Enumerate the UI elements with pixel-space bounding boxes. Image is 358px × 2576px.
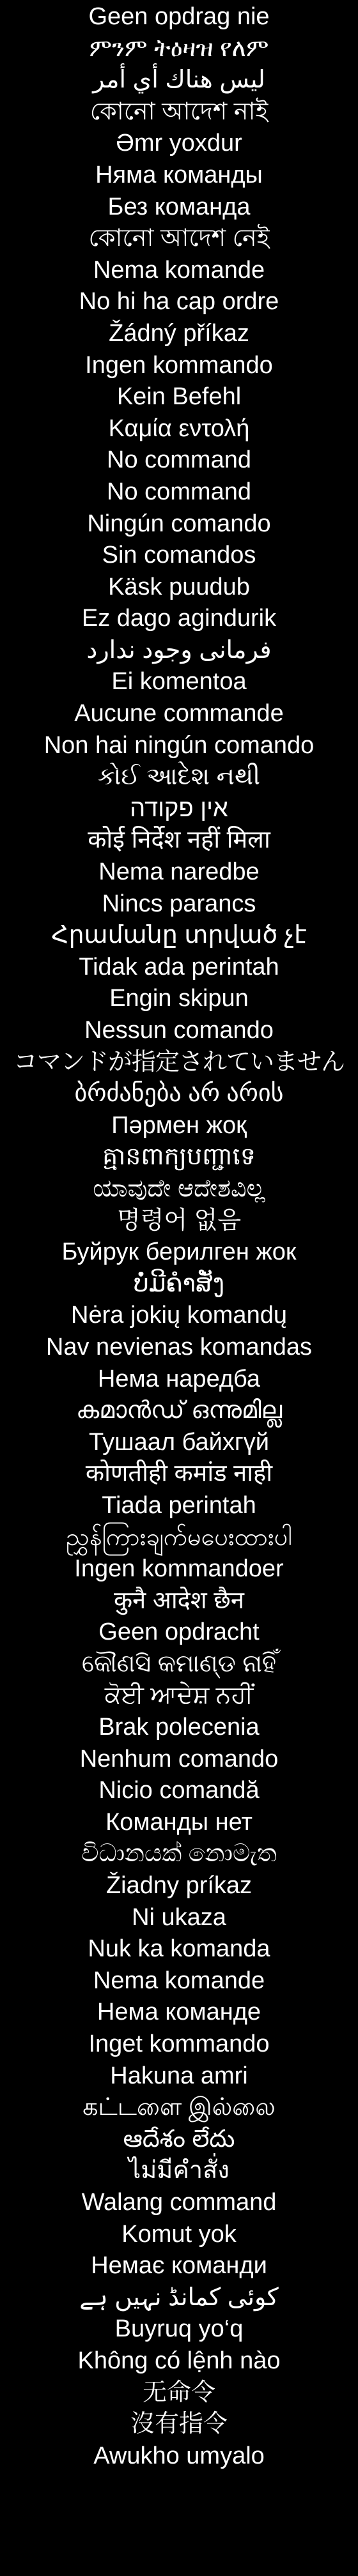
no-command-message-es-us: Sin comandos	[102, 542, 256, 569]
no-command-message-et: Käsk puudub	[108, 573, 250, 600]
no-command-message-fa: فرمانی وجود ندارد	[86, 636, 272, 664]
no-command-message-fr: Aucune commande	[74, 700, 284, 728]
no-command-message-en-gb: No command	[107, 478, 251, 505]
no-command-message-ml: കമാൻഡ് ഒന്നുമില്ല	[75, 1397, 283, 1424]
no-command-message-ca: No hi ha cap ordre	[79, 288, 279, 316]
no-command-message-sr-latn: Nema komande	[93, 1967, 265, 1994]
no-command-message-es: Ningún comando	[87, 510, 271, 537]
no-command-message-sr: Нема команде	[97, 1999, 261, 2026]
no-command-message-km: គ្មានពាក្យបញ្ជាទេ	[102, 1143, 256, 1171]
no-command-message-el: Καμία εντολή	[108, 415, 250, 442]
no-command-message-ta: கட்டளை இல்லை	[82, 2094, 276, 2121]
no-command-message-hu: Nincs parancs	[102, 890, 256, 917]
no-command-message-gl: Non hai ningún comando	[43, 731, 315, 759]
no-command-message-uz: Buyruq yo‘q	[114, 2315, 244, 2343]
no-command-message-cs: Žádný příkaz	[109, 319, 249, 347]
no-command-message-en-au: No command	[107, 446, 251, 474]
no-command-message-ne: कुनै आदेश छैन	[114, 1587, 244, 1614]
no-command-message-he: אין פקודה	[130, 795, 228, 822]
no-command-message-mr: कोणतीही कमांड नाही	[85, 1460, 273, 1488]
no-command-message-mk: Нема наредба	[97, 1365, 261, 1392]
no-command-message-my: ညွှန်ကြားချက်မပေးထားပါ	[66, 1523, 292, 1551]
no-command-message-hi: कोई निर्देश नहीं मिला	[88, 827, 270, 854]
no-command-message-sk: Žiadny príkaz	[105, 1872, 253, 1900]
no-command-message-as: কোনো আদেশ নাই	[90, 98, 268, 125]
no-command-message-pl: Brak polecenia	[98, 1714, 260, 1741]
no-command-message-kn: ಯಾವುದೇ ಆದೇಶವಿಲ್ಲ	[93, 1175, 265, 1202]
no-command-message-sl: Ni ukaza	[132, 1903, 226, 1931]
no-command-message-sw: Hakuna amri	[110, 2062, 248, 2089]
no-command-message-si: විධානයක් නොමැත	[81, 1840, 277, 1868]
no-command-message-ka: ბრძანება არ არის	[74, 1080, 284, 1108]
no-command-message-bn: কোনো আদেশ নেই	[88, 225, 270, 252]
no-command-message-be: Няма команды	[95, 161, 263, 188]
no-command-message-ur: کوئی کمانڈ نہیں ہے	[79, 2283, 279, 2311]
no-command-message-kk: Пәрмен жоқ	[111, 1111, 247, 1139]
no-command-message-zu: Awukho umyalo	[93, 2442, 265, 2469]
no-command-message-zh-tw: 沒有指令	[130, 2411, 228, 2438]
no-command-message-ja: コマンドが指定されていません	[13, 1048, 345, 1076]
no-command-message-list	[0, 1, 358, 2472]
no-command-message-sq: Nuk ka komanda	[88, 1935, 270, 1963]
no-command-message-eu: Ez dago agindurik	[81, 605, 277, 632]
no-command-message-gu: કોઈ આદેશ નથી	[98, 763, 260, 791]
no-command-message-fi: Ei komentoa	[111, 668, 247, 696]
no-command-message-vi: Không có lệnh nào	[77, 2347, 281, 2374]
no-command-message-az: Əmr yoxdur	[116, 130, 242, 157]
no-command-message-is: Engin skipun	[109, 985, 249, 1012]
no-command-message-lo: ບໍ່ມີຄຳສັ່ງ	[133, 1270, 225, 1297]
no-command-message-zh-cn: 无命令	[142, 2379, 215, 2406]
no-command-message-hr: Nema naredbe	[98, 858, 260, 886]
no-command-message-th: ไม่มีคำสั่ง	[128, 2157, 230, 2184]
no-command-message-ro: Nicio comandă	[98, 1777, 260, 1804]
no-command-message-pa: ਕੋਈ ਆਦੇਸ਼ ਨਹੀਂ	[104, 1682, 254, 1709]
no-command-message-ru: Команды нет	[105, 1808, 253, 1836]
no-command-message-mn: Тушаал байхгүй	[89, 1428, 269, 1456]
no-command-message-de: Kein Befehl	[116, 383, 242, 411]
no-command-message-or: କୌଣସି କମାଣ୍ଡ ନାହିଁ	[81, 1650, 277, 1677]
no-command-message-ky: Буйрук берилген жок	[61, 1238, 297, 1266]
no-command-message-tr: Komut yok	[121, 2220, 237, 2248]
no-command-message-am: ምንም ትዕዛዝ የለም	[89, 34, 269, 62]
no-command-message-uk: Немає команди	[91, 2252, 267, 2280]
no-command-message-nb: Ingen kommandoer	[74, 1555, 284, 1583]
no-command-message-bs: Nema komande	[93, 256, 265, 284]
no-command-message-it: Nessun comando	[84, 1017, 274, 1044]
no-command-message-bg: Без команда	[107, 193, 251, 220]
no-command-message-lv: Nav nevienas komandas	[45, 1333, 313, 1360]
no-command-message-tl: Walang command	[81, 2188, 277, 2216]
no-command-message-id: Tidak ada perintah	[79, 953, 279, 980]
no-command-message-lt: Nėra jokių komandų	[71, 1302, 287, 1329]
no-command-message-sv: Inget kommando	[88, 2031, 270, 2057]
no-command-message-ar: ليس هناك أي أمر	[93, 66, 265, 94]
no-command-message-nl: Geen opdracht	[98, 1619, 260, 1646]
no-command-message-ms: Tiada perintah	[102, 1491, 256, 1519]
no-command-message-te: ఆదేశం లేదు	[123, 2125, 235, 2153]
no-command-message-af: Geen opdrag nie	[88, 3, 270, 30]
no-command-message-hy: Հրամանը տրված չէ	[51, 922, 307, 949]
no-command-message-ko: 명령어 없음	[116, 1207, 242, 1234]
no-command-message-da: Ingen kommando	[85, 351, 273, 379]
no-command-message-pt: Nenhum comando	[79, 1745, 279, 1772]
